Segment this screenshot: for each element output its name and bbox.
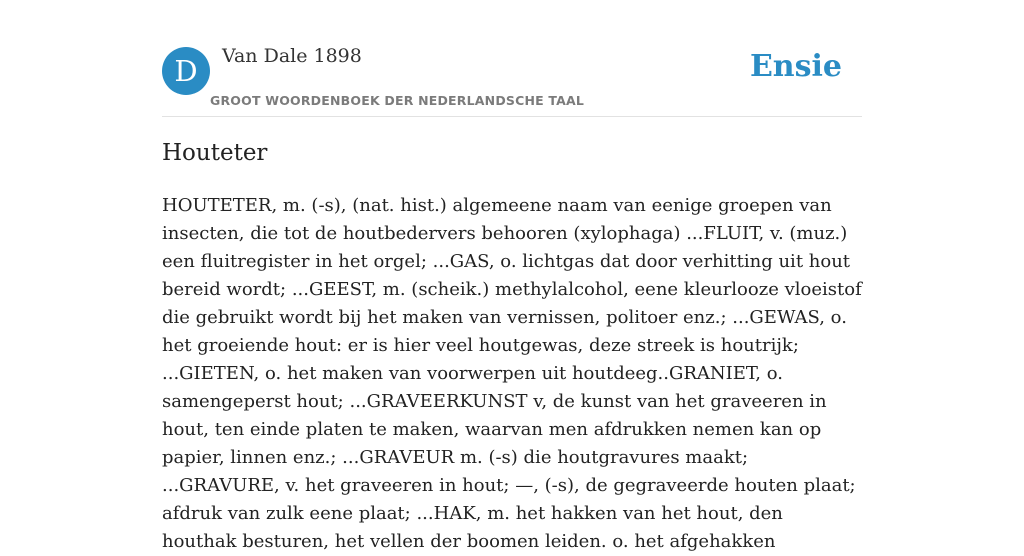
- dictionary-title[interactable]: Van Dale 1898: [222, 45, 362, 67]
- brand-logo-link[interactable]: Ensie: [749, 49, 842, 84]
- entry-definition: HOUTETER, m. (-s), (nat. hist.) algemeene naam van eenige groepen van insecten, die tot de houtbedervers behooren (xylophaga) ...FLUIT, v. (muz.) een fluitregister in het orgel; ...GAS, o. lichtgas dat door verhitting uit hout bereid wordt; ...GEEST, m. (scheik.) methylalcohol, eene kleurlooze vloeistof die gebruikt wordt bij het maken van vernissen, politoer enz.; ...GEWAS, o. het groeiende hout: er is hier veel houtgewas, deze streek is houtrijk; ...GIETEN, o. het maken van voorwerpen uit houtdeeg..GRANIET, o. samengeperst hout; ...GRAVEERKUNST v, de kunst van het graveeren in hout, ten einde platen te maken, waarvan men afdrukken nemen kan op papier, linnen enz.; ...GRAVEUR m. (-s) die houtgravures maakt; ...GRAVURE, v. het graveeren in hout; —, (-s), de gegraveerde houten plaat; afdruk van zulk eene plaat; ...HAK, m. het hakken van het hout, den houthak besturen, het vellen der boomen leiden. o. het afgehakken: [162, 195, 862, 552]
- site-header: [162, 0, 862, 117]
- dictionary-avatar[interactable]: D: [162, 47, 210, 95]
- dictionary-subtitle: GROOT WOORDENBOEK DER NEDERLANDSCHE TAAL: [210, 93, 585, 108]
- entry-title: Houteter: [162, 140, 268, 166]
